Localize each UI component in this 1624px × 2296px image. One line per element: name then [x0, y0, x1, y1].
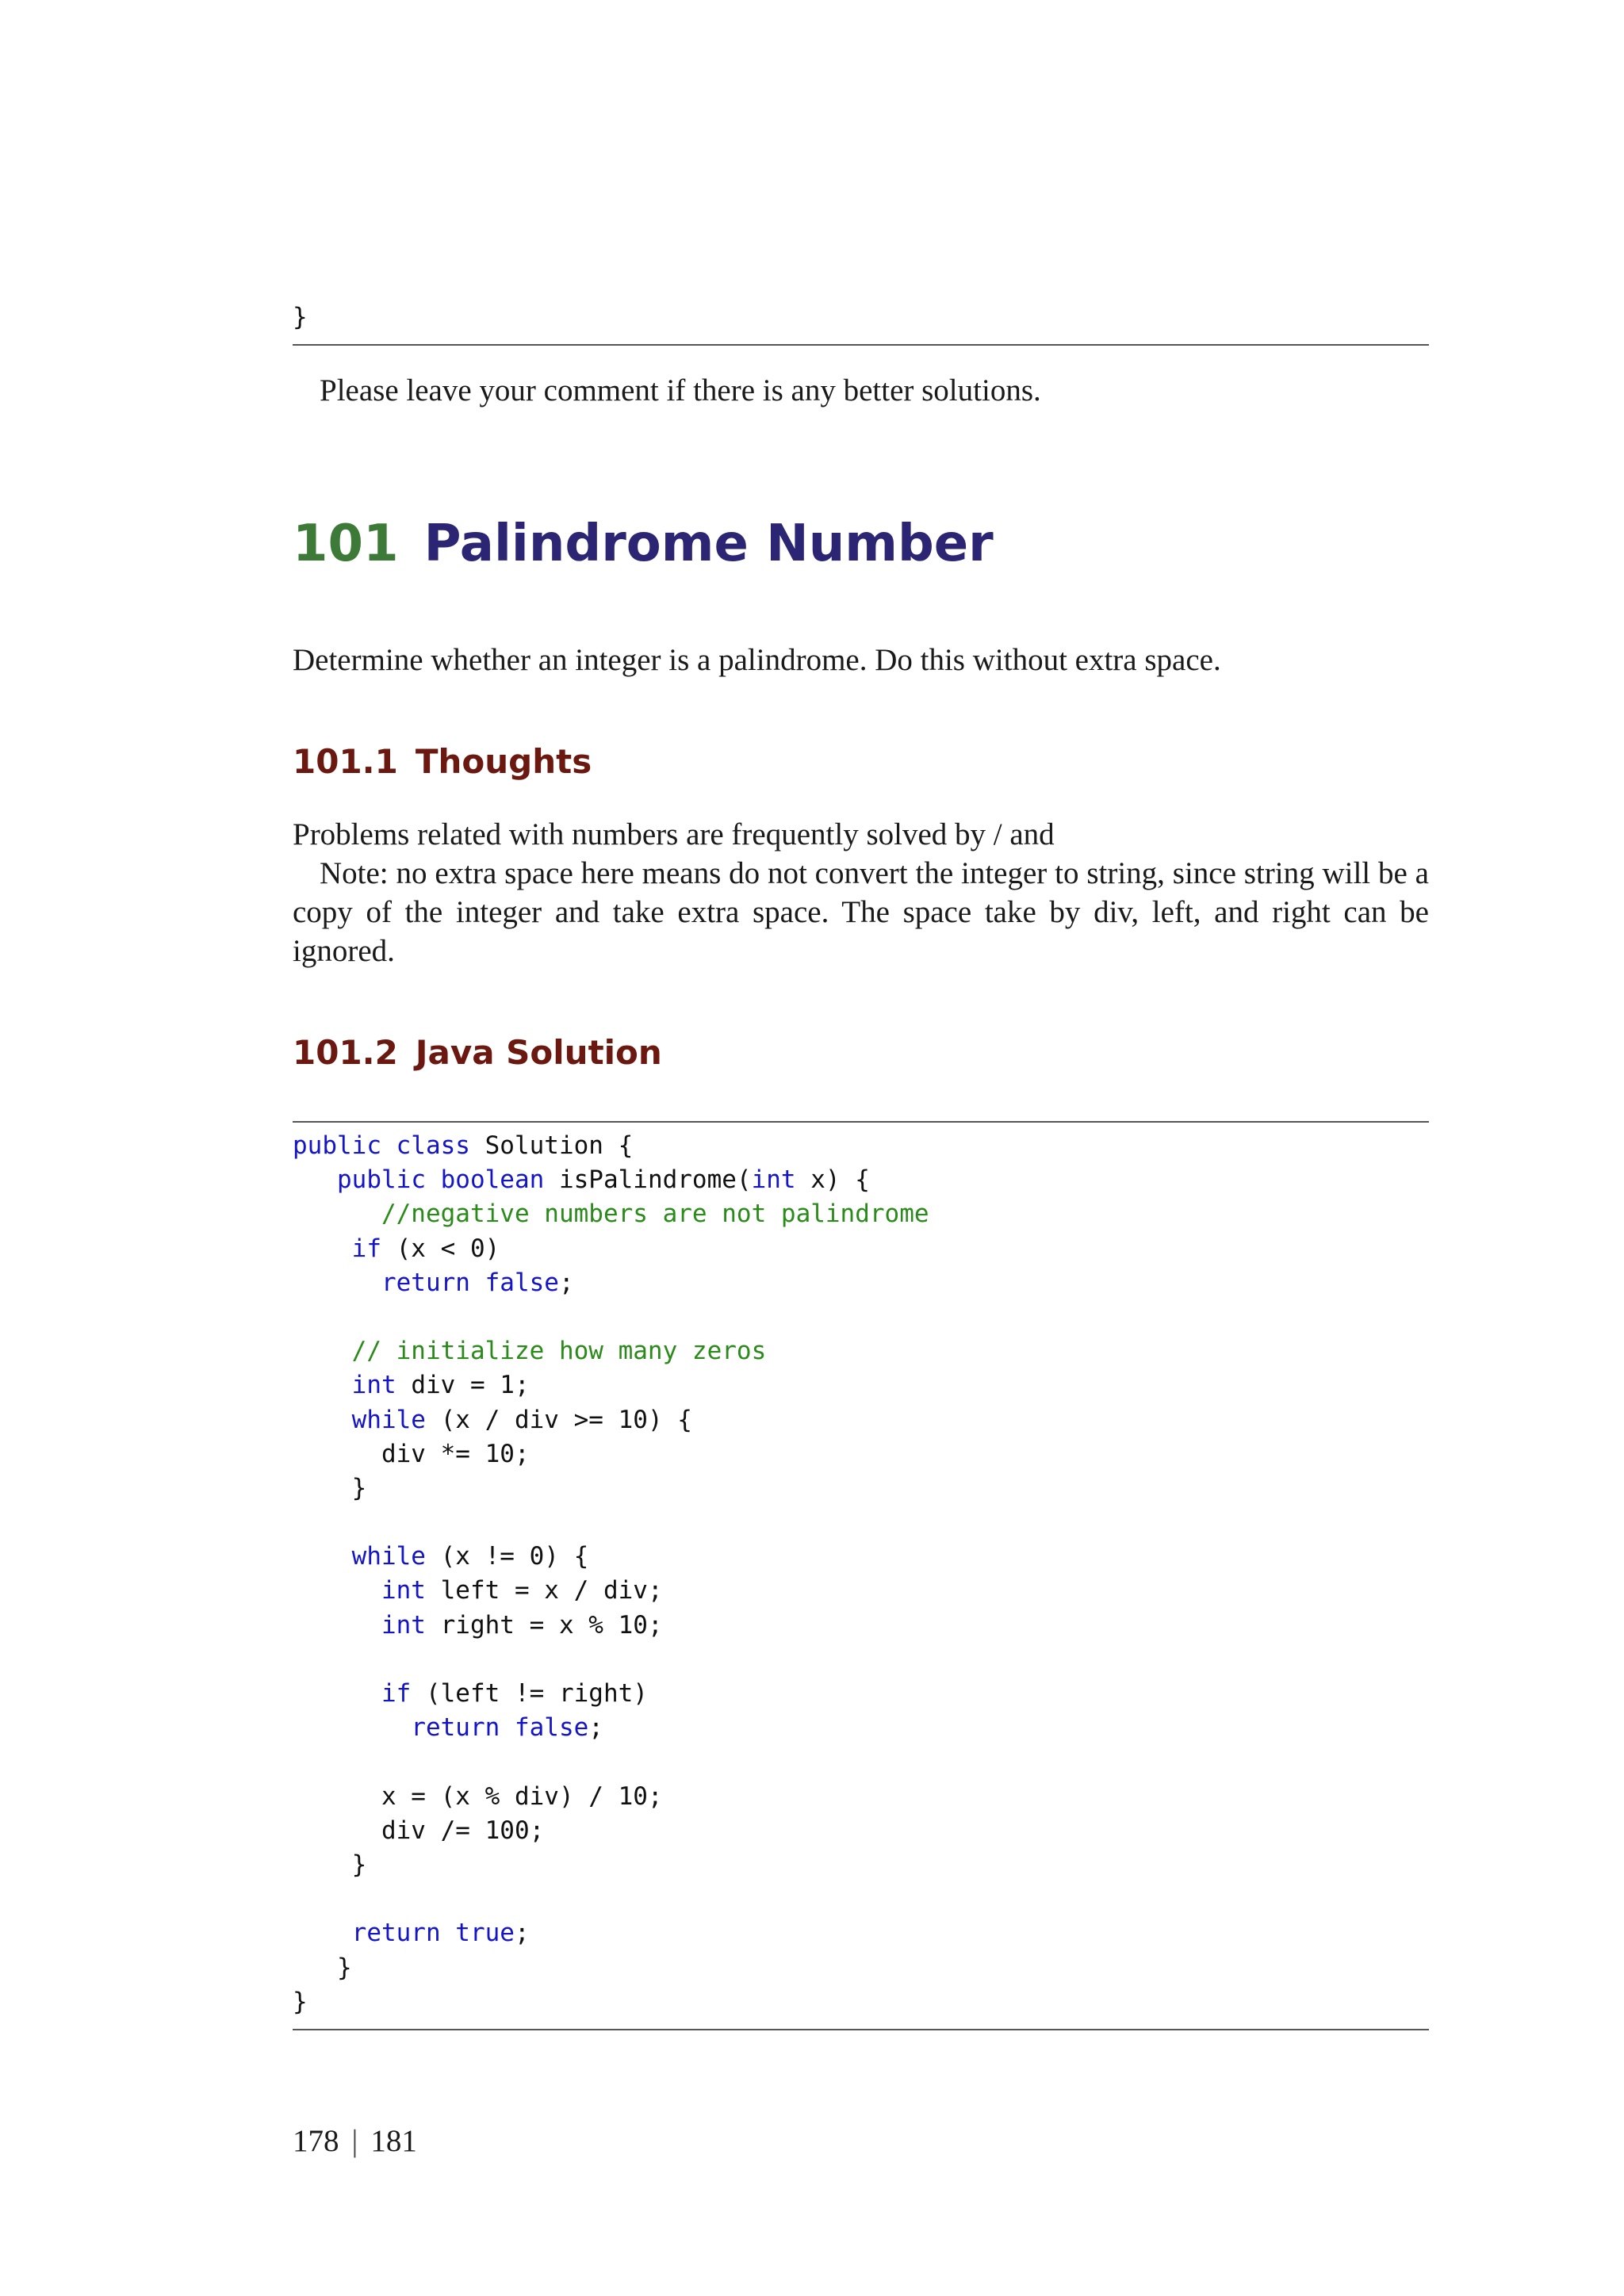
code-line	[293, 1403, 929, 1437]
code-text: div *= 10;	[293, 1439, 530, 1468]
code-line	[293, 1711, 929, 1745]
code-line	[293, 1266, 929, 1300]
code-line	[293, 1951, 929, 1985]
code-line	[293, 1814, 929, 1848]
code-rule-bottom	[293, 2029, 1429, 2030]
code-line	[293, 1232, 929, 1266]
code-keyword: if	[381, 1679, 412, 1708]
code-line	[293, 1300, 929, 1334]
code-text	[293, 1269, 381, 1297]
code-text: ;	[558, 1268, 574, 1297]
code-line	[293, 1129, 929, 1163]
code-text	[293, 1406, 352, 1434]
chapter-heading	[293, 512, 994, 576]
code-text	[293, 1611, 381, 1640]
code-text	[293, 1165, 337, 1194]
code-rule-top	[293, 1121, 1429, 1123]
thoughts-body	[293, 815, 1429, 970]
code-keyword: public class	[293, 1131, 470, 1160]
code-keyword: return false	[411, 1713, 589, 1743]
code-line	[293, 1334, 929, 1368]
code-text: (x < 0)	[381, 1234, 500, 1263]
code-line	[293, 1368, 929, 1402]
paragraph: Note: no extra space here means do not convert the integer to string, since string will be a copy of the integer and take extra space. The space take by div, left, and right can be ignored.	[293, 856, 1429, 968]
code-text: x = (x % div) / 10;	[293, 1781, 663, 1811]
code-text: right = x % 10;	[425, 1610, 663, 1640]
chapter-number: 101	[293, 515, 399, 573]
code-rule-bottom	[293, 344, 1429, 346]
page-number: 178	[293, 2124, 339, 2158]
code-line	[293, 1882, 929, 1916]
code-keyword: int	[351, 1371, 396, 1400]
code-text	[293, 1713, 411, 1742]
code-line	[293, 1197, 929, 1231]
code-line	[293, 1574, 929, 1608]
code-keyword: while	[351, 1405, 426, 1434]
code-line	[293, 1985, 929, 2019]
code-keyword: if	[351, 1234, 381, 1263]
code-text: }	[293, 1850, 367, 1879]
code-comment: // initialize how many zeros	[351, 1337, 767, 1366]
code-text	[293, 1337, 352, 1365]
section-heading-java-solution	[293, 1031, 662, 1074]
code-text: div /= 100;	[293, 1816, 545, 1845]
code-keyword: int	[381, 1610, 426, 1640]
code-keyword: int	[381, 1576, 426, 1605]
code-text	[293, 1542, 352, 1571]
code-text: left = x / div;	[425, 1576, 663, 1605]
code-text: ;	[588, 1713, 603, 1743]
code-comment: //negative numbers are not palindrome	[381, 1200, 929, 1229]
code-line	[293, 1437, 929, 1471]
code-text	[293, 1679, 381, 1708]
section-number: 101.2	[293, 1033, 398, 1072]
code-text: Solution {	[469, 1131, 634, 1160]
section-title: Java Solution	[415, 1033, 662, 1072]
total-pages: 181	[370, 2124, 417, 2158]
code-keyword: return true	[351, 1919, 515, 1948]
code-keyword: public boolean	[337, 1165, 545, 1195]
section-title: Thoughts	[415, 742, 592, 781]
java-code-block	[293, 1129, 929, 2019]
code-line	[293, 1848, 929, 1882]
code-keyword: while	[351, 1542, 426, 1571]
previous-code-tail: }	[293, 303, 308, 331]
code-text	[293, 1200, 381, 1228]
code-text	[293, 1234, 352, 1263]
section-number: 101.1	[293, 742, 398, 781]
leave-comment-text: Please leave your comment if there is any better solutions.	[320, 373, 1041, 408]
code-keyword: int	[751, 1165, 796, 1195]
code-line	[293, 1643, 929, 1677]
code-line	[293, 1540, 929, 1574]
code-text: x) {	[795, 1165, 870, 1195]
footer-separator: |	[351, 2124, 358, 2158]
code-text: }	[293, 1953, 352, 1982]
code-text	[293, 1576, 381, 1605]
code-text: ;	[514, 1919, 530, 1948]
code-line	[293, 1471, 929, 1506]
code-line	[293, 1745, 929, 1779]
code-text	[293, 1371, 352, 1399]
code-text: (left != right)	[411, 1679, 648, 1708]
code-text: (x != 0) {	[425, 1542, 589, 1571]
code-text: }	[293, 1473, 367, 1502]
section-heading-thoughts	[293, 740, 592, 783]
page-footer	[293, 2123, 417, 2159]
code-line	[293, 1780, 929, 1814]
code-keyword: return false	[381, 1268, 559, 1297]
code-text: }	[293, 1987, 308, 2016]
code-line	[293, 1916, 929, 1950]
code-text: (x / div >= 10) {	[425, 1405, 692, 1434]
code-line	[293, 1609, 929, 1643]
code-text: div = 1;	[396, 1371, 530, 1400]
code-text: isPalindrome(	[544, 1165, 752, 1195]
intro-paragraph: Determine whether an integer is a palindrome. Do this without extra space.	[293, 643, 1221, 677]
code-line	[293, 1677, 929, 1711]
chapter-title: Palindrome Number	[423, 515, 994, 573]
paragraph: Problems related with numbers are frequently solved by / and	[293, 817, 1055, 851]
code-line	[293, 1163, 929, 1197]
code-text	[293, 1919, 352, 1947]
code-line	[293, 1506, 929, 1540]
